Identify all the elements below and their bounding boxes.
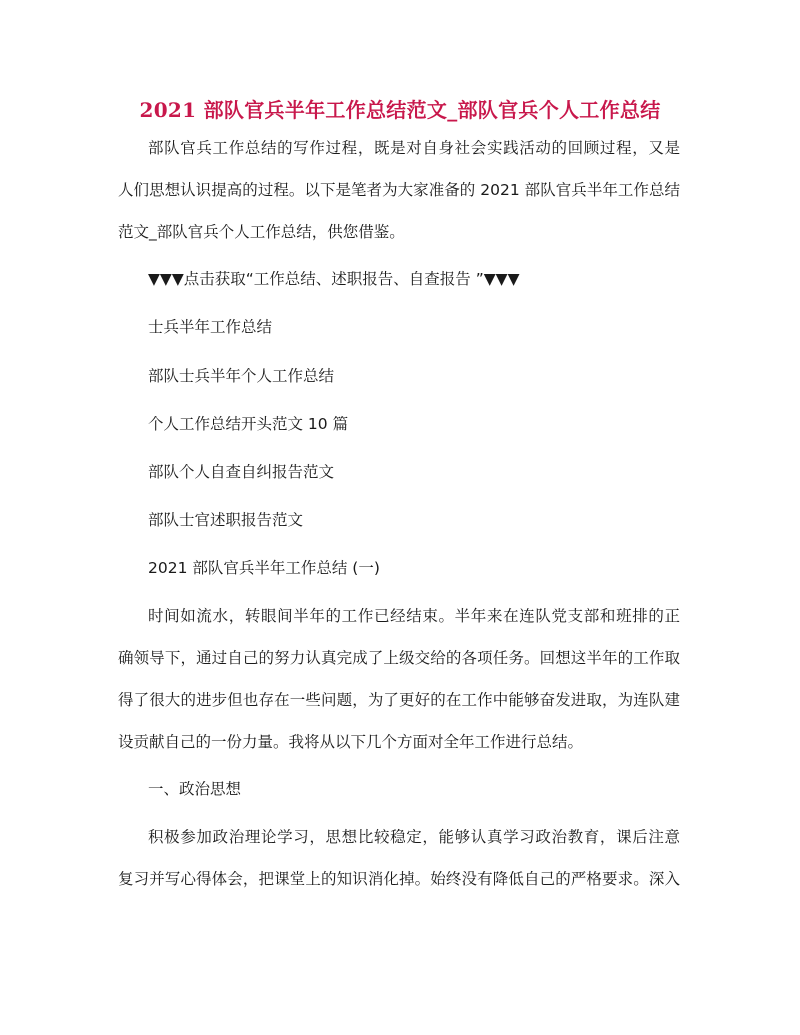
intro-line-1: 部队官兵工作总结的写作过程，既是对自身社会实践活动的回顾过程，又是 [148,139,680,157]
paragraph1-line-1: 时间如流水，转眼间半年的工作已经结束。半年来在连队党支部和班排的正 [148,607,680,625]
paragraph2-line-2: 复习并写心得体会，把课堂上的知识消化掉。始终没有降低自己的严格要求。深入 [118,870,680,888]
section-heading: 2021 部队官兵半年工作总结 (一) [148,559,380,577]
related-link-self-inspection[interactable]: 部队个人自查自纠报告范文 [148,463,335,481]
paragraph1-line-4: 设贡献自己的一份力量。我将从以下几个方面对全年工作进行总结。 [118,733,584,751]
related-link-unit-soldier-summary[interactable]: 部队士兵半年个人工作总结 [148,367,335,385]
document-title: 2021 部队官兵半年工作总结范文_部队官兵个人工作总结 [139,98,661,122]
intro-line-2: 人们思想认识提高的过程。以下是笔者为大家准备的 2021 部队官兵半年工作总结 [118,181,680,199]
paragraph2-line-1: 积极参加政治理论学习，思想比较稳定，能够认真学习政治教育，课后注意 [148,828,680,846]
related-link-nco-report[interactable]: 部队士官述职报告范文 [148,511,304,529]
subheading-politics: 一、政治思想 [148,780,242,798]
paragraph1-line-3: 得了很大的进步但也存在一些问题，为了更好的在工作中能够奋发进取，为连队建 [118,691,680,709]
intro-line-3: 范文_部队官兵个人工作总结，供您借鉴。 [118,223,405,241]
related-link-opening-samples[interactable]: 个人工作总结开头范文 10 篇 [148,415,349,433]
paragraph1-line-2: 确领导下，通过自己的努力认真完成了上级交给的各项任务。回想这半年的工作取 [118,649,680,667]
related-link-soldier-summary[interactable]: 士兵半年工作总结 [148,318,273,336]
promo-link[interactable]: ▼▼▼点击获取“工作总结、述职报告、自查报告 ”▼▼▼ [148,270,520,288]
